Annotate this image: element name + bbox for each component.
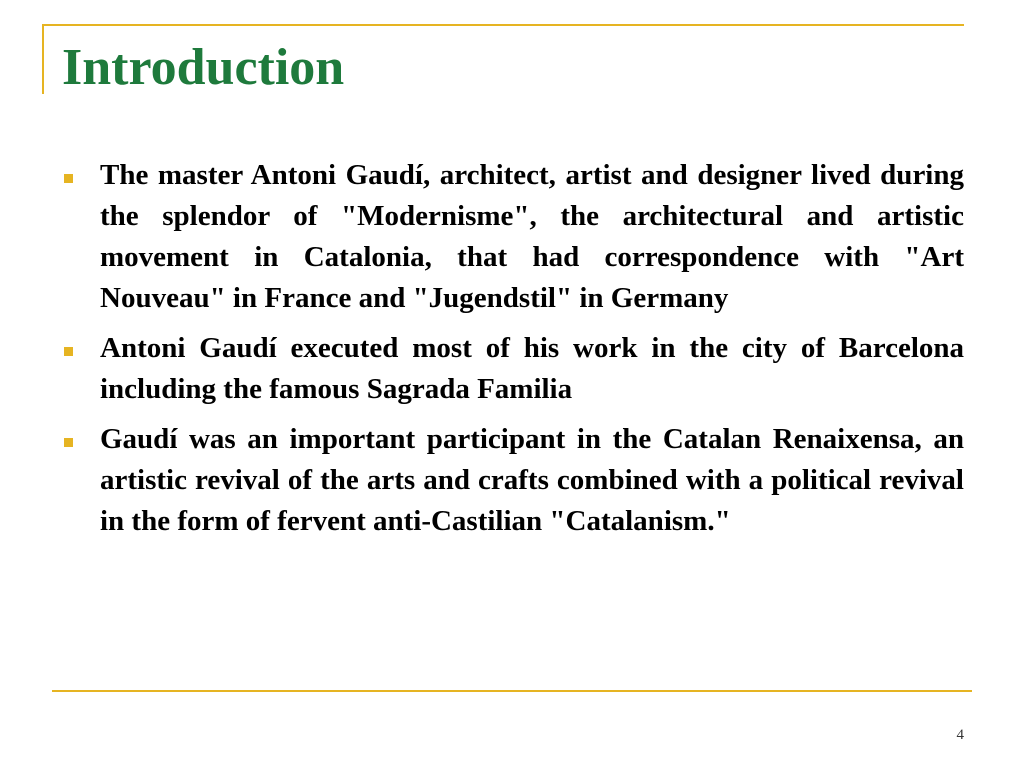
bullet-item xyxy=(62,328,964,410)
bullet-item xyxy=(62,155,964,319)
bullet-list xyxy=(62,155,964,551)
square-bullet-icon xyxy=(62,419,100,460)
square-bullet-icon xyxy=(62,328,100,369)
top-border-line xyxy=(42,24,964,26)
slide-title: Introduction xyxy=(62,39,345,96)
left-border-line xyxy=(42,24,44,94)
bullet-text: Gaudí was an important participant in the Catalan Renaixensa, an artistic revival of the arts and crafts combined with a political revival in the form of fervent anti-Castilian "Catalanism." xyxy=(100,423,964,537)
bullet-text: The master Antoni Gaudí, architect, artist and designer lived during the splendor of "Modernisme", the architectural and artistic movement in Catalonia, that had correspondence with "Art Nouveau" in France and "Jugendstil" in Germany xyxy=(100,159,964,314)
bullet-text: Antoni Gaudí executed most of his work in the city of Barcelona including the famous Sagrada Familia xyxy=(100,332,964,405)
page-number: 4 xyxy=(956,727,964,743)
bullet-item xyxy=(62,419,964,542)
footer-divider xyxy=(52,690,972,692)
square-bullet-icon xyxy=(62,155,100,196)
